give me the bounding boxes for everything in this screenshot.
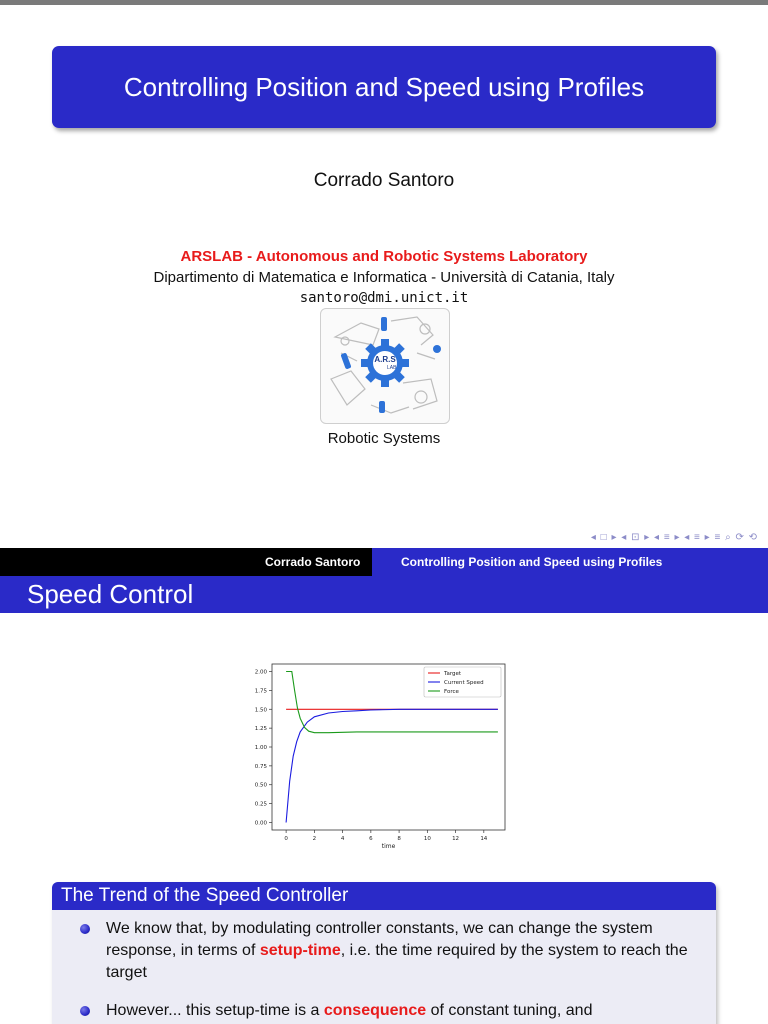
course-name: Robotic Systems <box>327 430 441 447</box>
presentation-title-box <box>52 46 716 128</box>
author-email: santoro@dmi.unict.it <box>299 290 469 306</box>
y-tick-label: 0.75 <box>254 763 267 770</box>
frame-title: Speed Control <box>27 579 194 609</box>
legend-label: Force <box>444 689 459 695</box>
bullet1-part-c: , i.e. the time required by the system to reach the target <box>106 942 688 981</box>
logo-text: A.R.S <box>374 355 396 364</box>
y-tick-label: 1.75 <box>254 688 267 695</box>
x-tick-label: 6 <box>369 836 373 842</box>
y-tick-label: 0.50 <box>254 782 267 789</box>
author-name: Corrado Santoro <box>313 170 455 191</box>
y-tick-label: 0.25 <box>254 801 267 808</box>
slide-header-bar <box>0 548 768 576</box>
speed-chart <box>240 658 512 854</box>
beamer-navigation-symbols[interactable]: ◂ □ ▸ ◂ ⊡ ▸ ◂ ≡ ▸ ◂ ≡ ▸ ≡ ⌕ ⟳ ⟲ <box>590 532 758 543</box>
legend-label: Current Speed <box>444 680 484 686</box>
content-block <box>52 882 716 1024</box>
bullet-icon <box>80 924 90 934</box>
x-tick-label: 8 <box>397 836 401 842</box>
x-tick-label: 10 <box>423 836 431 842</box>
bullet-item-2 <box>82 1000 692 1022</box>
frame-title-bar <box>0 576 768 613</box>
institute-name: ARSLAB - Autonomous and Robotic Systems Laboratory <box>180 248 588 265</box>
y-tick-label: 0.00 <box>254 820 267 827</box>
x-tick-label: 4 <box>340 836 345 842</box>
speed-control-slide <box>0 548 768 1024</box>
department-name: Dipartimento di Matematica e Informatica - Università di Catania, Italy <box>153 269 615 286</box>
presentation-title: Controlling Position and Speed using Profiles <box>123 71 645 102</box>
arslab-logo-graphic <box>321 309 449 423</box>
header-author: Corrado Santoro <box>265 555 361 569</box>
bullet2-part-c: of constant tuning, and <box>426 1002 593 1019</box>
speed-chart-svg <box>240 658 512 854</box>
x-tick-label: 2 <box>312 836 317 842</box>
bullet-text-2 <box>106 1000 692 1022</box>
header-title: Controlling Position and Speed using Profiles <box>401 555 663 569</box>
y-tick-label: 1.25 <box>254 726 267 733</box>
bullet1-part-a: We know that, by modulating controller constants, we can change the system response, in terms of <box>106 920 653 959</box>
bullet-icon <box>80 1006 90 1016</box>
y-tick-label: 1.00 <box>254 745 267 751</box>
bullet2-part-a: However... this setup-time is a <box>106 1002 324 1019</box>
block-title-bar <box>52 882 716 910</box>
y-tick-label: 1.50 <box>254 707 267 714</box>
arslab-logo <box>320 308 450 424</box>
block-title: The Trend of the Speed Controller <box>61 885 349 906</box>
x-tick-label: 14 <box>480 836 488 842</box>
legend-label: Target <box>444 671 462 677</box>
top-divider <box>0 0 768 5</box>
bullet1-highlight: setup-time <box>259 942 341 959</box>
x-tick-label: 0 <box>284 836 288 842</box>
x-tick-label: 12 <box>452 836 460 842</box>
bullet-item-1 <box>82 918 692 984</box>
y-tick-label: 2.00 <box>254 669 267 676</box>
x-axis-label: time <box>381 843 396 850</box>
bullet-text-1 <box>106 918 692 984</box>
bullet2-highlight: consequence <box>323 1002 427 1019</box>
logo-subtext: LAB <box>387 365 397 371</box>
